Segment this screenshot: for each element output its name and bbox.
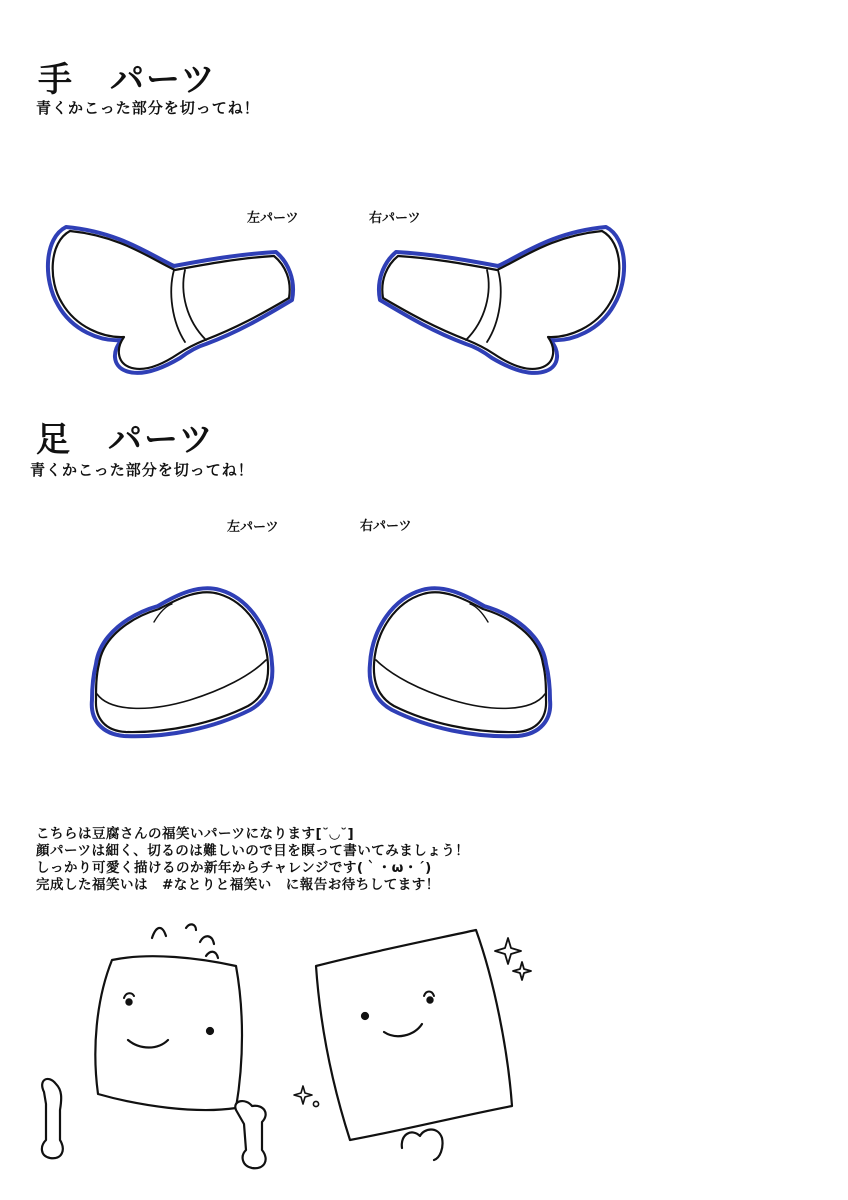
note-line: 顔パーツは細く、切るのは難しいので目を瞑って書いてみましょう！	[36, 843, 470, 859]
sparkle-icon	[513, 962, 531, 980]
left-foot-part[interactable]	[92, 588, 273, 736]
tofu-eye-icon	[362, 1013, 368, 1019]
hands-title: 手 パーツ	[38, 60, 217, 100]
note-line: 完成した福笑いは #なとりと福笑い に報告お待ちしてます！	[36, 877, 440, 893]
foot-right-label: 右パーツ	[360, 519, 412, 534]
right-foot-part[interactable]	[370, 588, 551, 736]
tofu-eye-icon	[126, 999, 131, 1004]
tofu-eye-icon	[207, 1028, 213, 1034]
tofu-arm-left	[42, 1079, 63, 1158]
feet-title: 足 パーツ	[36, 420, 215, 460]
hands-instruction: 青くかこった部分を切ってね！	[36, 99, 260, 117]
tofu-body	[95, 956, 242, 1110]
note-line: しっかり可愛く描けるのか新年からチャレンジです(｀・ω・´)	[36, 860, 432, 876]
left-hand-part[interactable]	[48, 227, 293, 373]
sparkle-icon	[152, 924, 218, 958]
hand-left-label: 左パーツ	[247, 211, 299, 226]
foot-left-label: 左パーツ	[227, 520, 279, 535]
feet-instruction: 青くかこった部分を切ってね！	[30, 461, 254, 479]
sparkle-icon	[495, 938, 521, 964]
tofu-eye-icon	[427, 997, 432, 1002]
tofu-feet	[402, 1130, 443, 1161]
tofu-arm-right	[235, 1101, 265, 1168]
right-hand-part[interactable]	[379, 227, 624, 373]
sparkle-icon	[294, 1086, 312, 1104]
right-foot-outline	[374, 592, 546, 732]
left-foot-outline	[96, 592, 268, 732]
hand-right-label: 右パーツ	[369, 211, 421, 226]
tofu-character-left	[42, 924, 266, 1168]
tofu-character-right	[294, 930, 531, 1160]
sparkle-icon	[313, 1101, 318, 1106]
note-line: こちらは豆腐さんの福笑いパーツになります[˘◡˘]	[36, 826, 355, 842]
tofu-body	[316, 930, 512, 1140]
